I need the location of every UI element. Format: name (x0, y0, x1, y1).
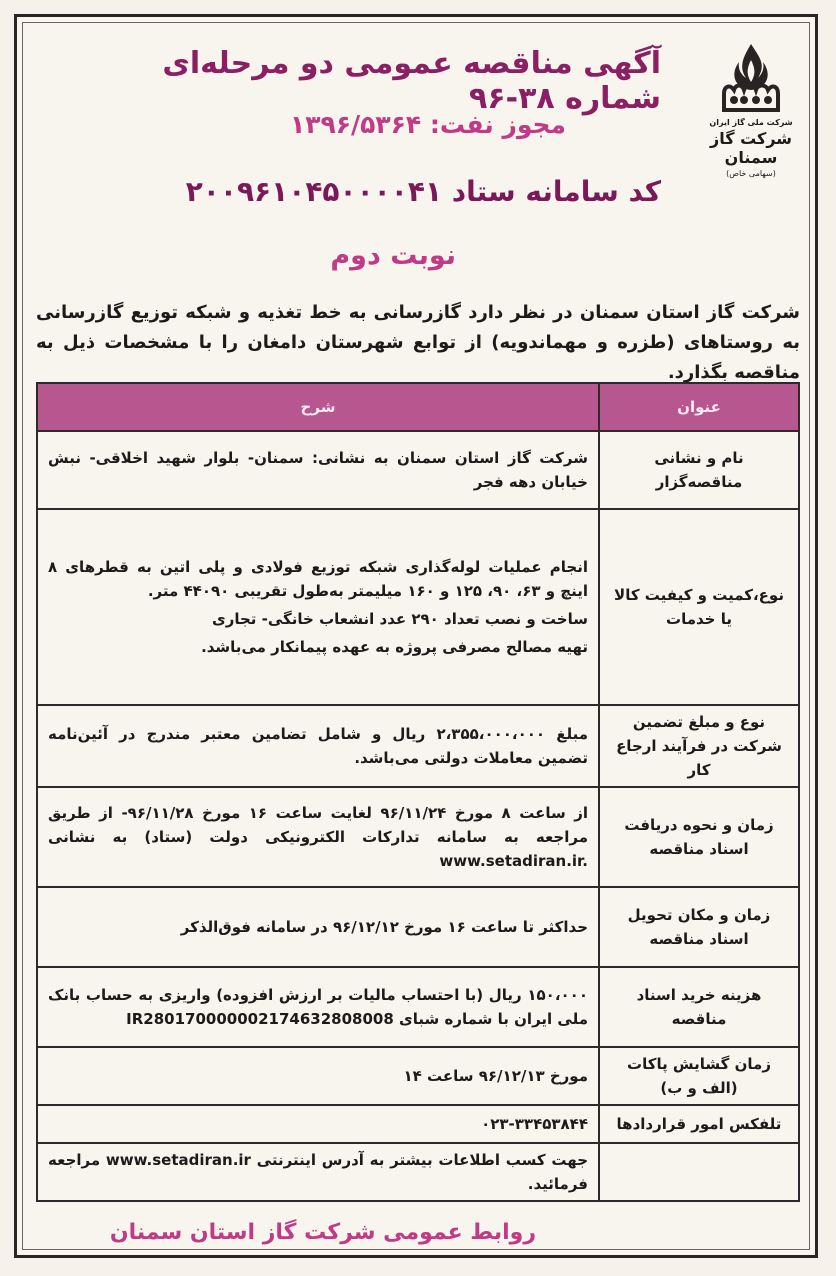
header-description: شرح (37, 383, 599, 431)
logo-parent-company: شرکت ملی گاز ایران (709, 118, 793, 127)
header-title: عنوان (599, 383, 799, 431)
row-label: زمان و نحوه دریافت اسناد مناقصه (599, 787, 799, 887)
oil-license: مجوز نفت: ۱۳۹۶/۵۳۶۴ (289, 110, 566, 139)
table-header-row (37, 383, 799, 431)
notice-title: آگهی مناقصه عمومی دو مرحله‌ای شماره ۳۸-۹۶ (162, 46, 661, 116)
row-desc-line: تهیه مصالح مصرفی پروژه به عهده پیمانکار می‌باشد. (201, 638, 588, 656)
tender-spec-table (36, 382, 800, 1202)
table-row (37, 431, 799, 509)
flame-icon (716, 40, 786, 116)
logo-company-name: شرکت گاز سمنان (709, 129, 793, 167)
info-note: جهت کسب اطلاعات بیشتر به آدرس اینترنتی www.setadiran.ir مراجعه فرمائید. (37, 1143, 599, 1201)
row-label: نوع و مبلغ تضمین شرکت در فرآیند ارجاع کار (599, 705, 799, 787)
row-desc: شرکت گاز استان سمنان به نشانی: سمنان- بلوار شهید اخلاقی- نبش خیابان دهه فجر (37, 431, 599, 509)
row-desc: ۰۲۳-۳۳۴۵۳۸۴۴ (37, 1105, 599, 1143)
table-row (37, 1143, 799, 1201)
row-desc-text: ۱۵۰،۰۰۰ ریال (با احتساب مالیات بر ارزش افزوده) واریزی به حساب بانک ملی ایران با شماره شبای (48, 986, 588, 1028)
table-row (37, 787, 799, 887)
table-row (37, 1047, 799, 1105)
company-logo (686, 40, 816, 180)
row-desc (37, 787, 599, 887)
row-label: نوع،کمیت و کیفیت کالا یا خدمات (599, 509, 799, 705)
row-label: هزینه خرید اسناد مناقصه (599, 967, 799, 1047)
row-desc (37, 509, 599, 705)
row-desc-line: ساخت و نصب تعداد ۲۹۰ عدد انشعاب خانگی- تجاری (211, 610, 588, 628)
table-row (37, 705, 799, 787)
row-desc-text: از ساعت ۸ مورخ ۹۶/۱۱/۲۴ لغایت ساعت ۱۶ مورخ ۹۶/۱۱/۲۸- از طریق مراجعه به سامانه تدارکات الکترونیکی دولت (ستاد) به نشانی (48, 804, 589, 846)
row-desc-line: انجام عملیات لوله‌گذاری شبکه توزیع فولادی و پلی اتین به قطرهای ۸ اینچ و ۶۳، ۹۰، ۱۲۵ و ۱۶۰ میلیمتر به‌طول تقریبی ۴۴۰۹۰ متر. (48, 558, 588, 600)
table-row (37, 1105, 799, 1143)
row-desc (37, 967, 599, 1047)
table-row (37, 967, 799, 1047)
website-link[interactable]: www.setadiran.ir. (439, 852, 588, 870)
row-desc: حداکثر تا ساعت ۱۶ مورخ ۹۶/۱۲/۱۲ در سامانه فوق‌الذکر (37, 887, 599, 967)
row-label: نام و نشانی مناقصه‌گزار (599, 431, 799, 509)
row-label: زمان گشایش پاکات (الف و ب) (599, 1047, 799, 1105)
row-desc: مورخ ۹۶/۱۲/۱۳ ساعت ۱۴ (37, 1047, 599, 1105)
publication-round: نوبت دوم (330, 240, 456, 271)
logo-company-type: (سهامی خاص) (726, 169, 776, 178)
row-desc: مبلغ ۲،۳۵۵،۰۰۰،۰۰۰ ریال و شامل تضامین معتبر مندرج در آئین‌نامه تضمین معاملات دولتی می‌باشد. (37, 705, 599, 787)
table-row (37, 887, 799, 967)
row-label-empty (599, 1143, 799, 1201)
row-label: زمان و مکان تحویل اسناد مناقصه (599, 887, 799, 967)
public-relations-signature: روابط عمومی شرکت گاز استان سمنان (109, 1220, 536, 1245)
setad-code: کد سامانه ستاد ۲۰۰۹۶۱۰۴۵۰۰۰۰۴۱ (185, 175, 661, 208)
intro-paragraph: شرکت گاز استان سمنان در نظر دارد گازرسانی به خط تغذیه و شبکه توزیع گازرسانی به روستاهای (طزره و مهماندویه) از توابع شهرستان دامغان را با مشخصات ذیل به مناقصه بگذارد. (36, 302, 800, 383)
table-row (37, 509, 799, 705)
sheba-number: IR280170000002174632808008 (126, 1010, 394, 1028)
row-label: تلفکس امور قراردادها (599, 1105, 799, 1143)
